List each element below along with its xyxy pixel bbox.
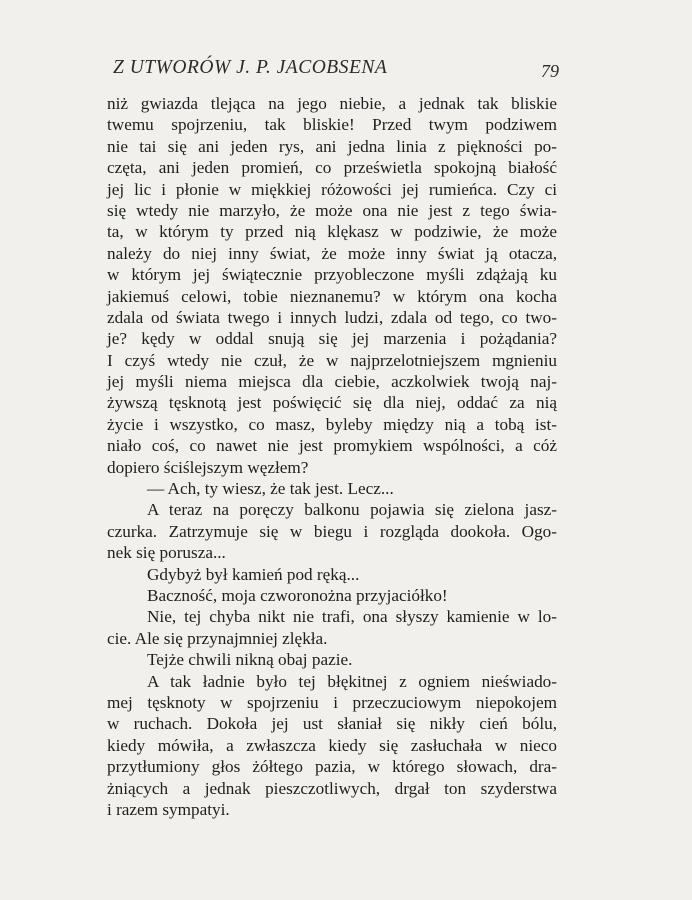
text-line: niało coś, co nawet nie jest promykiem wspólności, a cóż xyxy=(107,436,557,456)
page-number: 79 xyxy=(541,61,559,81)
text-line: czurka. Zatrzymuje się w biegu i rozgląda dookoła. Ogo- xyxy=(107,521,557,541)
text-line: żniących a jednak pieszczotliwych, drgał ton szyderstwa xyxy=(107,778,557,798)
text-line: przytłumiony głos żółtego pazia, w którego słowach, dra- xyxy=(107,757,557,777)
text-line: jakiemuś celowi, tobie nieznanemu? w którym ona kocha xyxy=(107,286,557,306)
text-line: mej tęsknoty w spojrzeniu i przeczuciowym niepokojem xyxy=(107,692,557,712)
text-line: się wtedy nie marzyło, że może ona nie jest z tego świa- xyxy=(107,200,557,220)
text-line: w ruchach. Dokoła jej ust słaniał się nikły cień bólu, xyxy=(107,714,557,734)
text-line: nie tai się ani jeden rys, ani jedna linia z piękności po- xyxy=(107,136,557,156)
text-line: życie i wszystko, co masz, byleby między nią a tobą ist- xyxy=(107,414,557,434)
text-line: jej myśli niema miejsca dla ciebie, aczkolwiek twoją naj- xyxy=(107,372,557,392)
text-line: je? kędy w oddal snują się jej marzenia i pożądania? xyxy=(107,329,557,349)
text-line: kiedy mówiła, a zwłaszcza kiedy się zasłuchała w nieco xyxy=(107,735,557,755)
text-line: i razem sympatyi. xyxy=(107,799,230,819)
text-line: należy do niej inny świat, że może inny świat ją otacza, xyxy=(107,243,557,263)
paragraph-first-line: Baczność, moja czworonożna przyjaciółko! xyxy=(147,585,448,605)
page-header xyxy=(107,54,559,80)
text-line: częta, ani jeden promień, co prześwietla spokojną białość xyxy=(107,158,557,178)
text-line: żywszą tęsknotą jest poświęcić się dla niej, oddać za nią xyxy=(107,393,557,413)
text-line: I czyś wtedy nie czuł, że w najprzelotniejszem mgnieniu xyxy=(107,350,557,370)
paragraph-first-line: Nie, tej chyba nikt nie trafi, ona słyszy kamienie w lo- xyxy=(147,607,557,627)
text-line: ta, w którym ty przed nią klękasz w podziwie, że może xyxy=(107,222,557,242)
text-line: zdala od świata twego i innych ludzi, zdala od tego, co two- xyxy=(107,307,557,327)
text-line: dopiero ściślejszym węzłem? xyxy=(107,457,309,477)
paragraph-first-line: Tejże chwili nikną obaj pazie. xyxy=(147,650,353,670)
dialogue-line: — Ach, ty wiesz, że tak jest. Lecz... xyxy=(147,479,394,499)
paragraph-first-line: A tak ładnie było tej błękitnej z ogniem nieświado- xyxy=(147,671,557,691)
paragraph-first-line: A teraz na poręczy balkonu pojawia się zielona jasz- xyxy=(147,500,557,520)
text-line: jej lic i płonie w miękkiej różowości jej rumieńca. Czy ci xyxy=(107,179,557,199)
body-text xyxy=(107,93,557,820)
text-line: nek się porusza... xyxy=(107,543,226,563)
paragraph-first-line: Gdybyż był kamień pod ręką... xyxy=(147,564,360,584)
running-title: Z UTWORÓW J. P. JACOBSENA xyxy=(113,57,388,78)
text-line: twemu spojrzeniu, tak bliskie! Przed twym podziwem xyxy=(107,115,557,135)
text-line: cie. Ale się przynajmniej zlękła. xyxy=(107,628,328,648)
text-line: w którym jej świątecznie przyobleczone myśli zdążają ku xyxy=(107,265,557,285)
text-line: niż gwiazda tlejąca na jego niebie, a jednak tak bliskie xyxy=(107,94,557,113)
